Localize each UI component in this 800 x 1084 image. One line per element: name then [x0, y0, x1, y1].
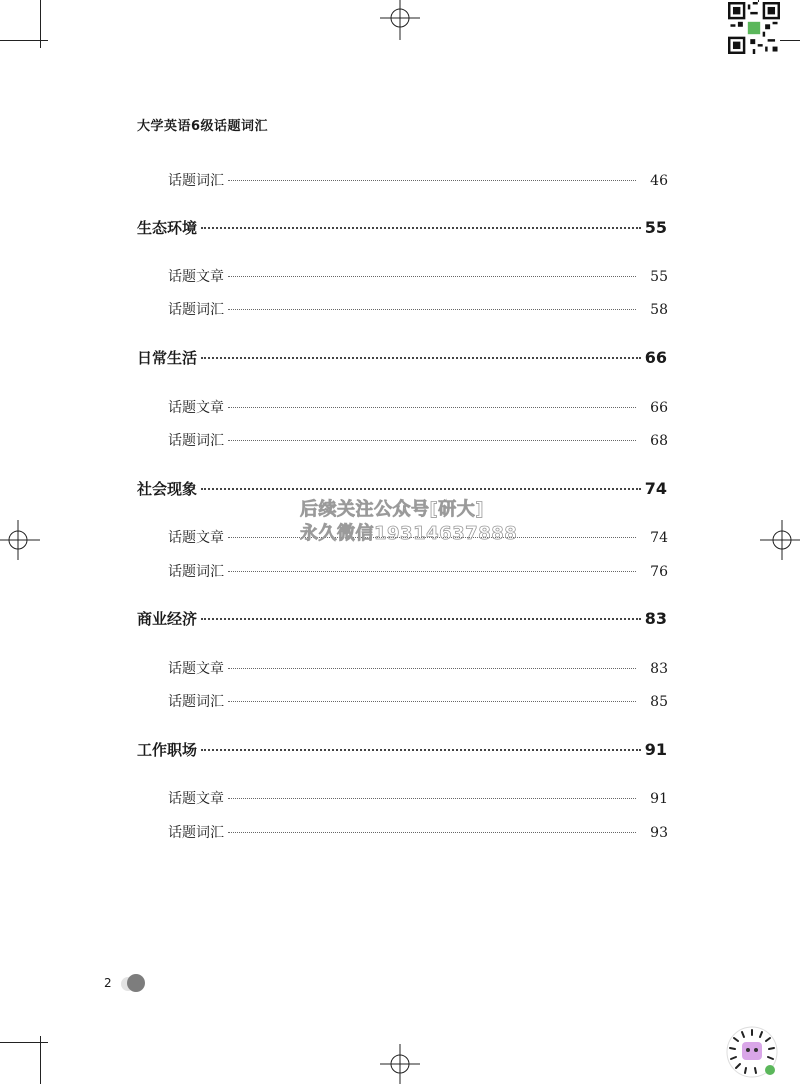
dot-leader [228, 798, 636, 799]
watermark-line: 后续关注公众号[研大] [300, 499, 484, 520]
toc-entry-title: 话题文章 [168, 661, 224, 677]
toc-section[interactable] [137, 608, 667, 629]
toc-entry-page: 93 [650, 825, 668, 841]
toc-entry-page: 55 [650, 269, 668, 285]
dot-leader [228, 668, 636, 669]
toc-section-title: 日常生活 [137, 349, 198, 367]
toc-section[interactable] [137, 739, 667, 760]
toc-entry[interactable] [168, 561, 668, 581]
book-title: 大学英语6级话题词汇 [137, 119, 269, 134]
crop-mark [40, 1036, 41, 1084]
dot-leader [201, 488, 641, 490]
dot-leader [228, 276, 636, 277]
dot-leader [201, 357, 641, 359]
toc-section[interactable] [137, 347, 667, 368]
toc-section-title: 社会现象 [137, 480, 198, 498]
dot-leader [228, 440, 636, 441]
toc-section-title: 工作职场 [137, 741, 198, 759]
dot-leader [201, 618, 641, 620]
registration-mark-icon [380, 0, 420, 40]
registration-mark-icon [380, 1044, 420, 1084]
toc-entry[interactable] [168, 170, 668, 190]
dot-leader [201, 227, 641, 229]
toc-entry-page: 66 [650, 400, 668, 416]
toc-section-page: 91 [644, 740, 667, 759]
qr-code-icon [728, 2, 780, 54]
toc-entry[interactable] [168, 299, 668, 319]
toc-entry[interactable] [168, 430, 668, 450]
toc-entry-title: 话题文章 [168, 530, 224, 546]
crop-mark [0, 1042, 48, 1043]
toc-entry-title: 话题文章 [168, 791, 224, 807]
toc-entry[interactable] [168, 658, 668, 678]
toc-entry-title: 话题文章 [168, 400, 224, 416]
toc-entry-title: 话题词汇 [168, 564, 224, 580]
toc-section-title: 商业经济 [137, 610, 198, 628]
toc-entry-title: 话题词汇 [168, 173, 224, 189]
toc-section[interactable] [137, 217, 667, 238]
toc-entry-page: 76 [650, 564, 668, 580]
toc-entry[interactable] [168, 397, 668, 417]
watermark [300, 498, 517, 546]
toc-entry-page: 46 [650, 173, 668, 189]
toc-entry-title: 话题词汇 [168, 694, 224, 710]
mini-program-code-icon [726, 1026, 778, 1078]
toc-section-page: 55 [644, 218, 667, 237]
registration-mark-icon [760, 520, 800, 560]
dot-leader [228, 407, 636, 408]
dot-leader [228, 571, 636, 572]
dot-leader [228, 832, 636, 833]
dot-leader [228, 701, 636, 702]
toc-section-page: 74 [644, 479, 667, 498]
dot-leader [228, 309, 636, 310]
page-number: 2 [104, 976, 112, 990]
dot-leader [201, 749, 641, 751]
page-dot-icon [120, 973, 146, 993]
toc-entry-title: 话题文章 [168, 269, 224, 285]
toc-section-page: 66 [644, 348, 667, 367]
toc-entry-page: 74 [650, 530, 668, 546]
toc-section-title: 生态环境 [137, 219, 198, 237]
crop-mark [0, 40, 48, 41]
toc-section[interactable] [137, 478, 667, 499]
toc-entry[interactable] [168, 788, 668, 808]
toc-entry-page: 83 [650, 661, 668, 677]
toc-entry-page: 68 [650, 433, 668, 449]
toc-entry-page: 85 [650, 694, 668, 710]
toc-section-page: 83 [644, 609, 667, 628]
toc-entry-title: 话题词汇 [168, 302, 224, 318]
toc-entry-title: 话题词汇 [168, 825, 224, 841]
toc-entry-page: 58 [650, 302, 668, 318]
registration-mark-icon [0, 520, 40, 560]
toc-entry[interactable] [168, 691, 668, 711]
toc-entry-page: 91 [650, 791, 668, 807]
toc-entry-title: 话题词汇 [168, 433, 224, 449]
toc-entry[interactable] [168, 266, 668, 286]
dot-leader [228, 180, 636, 181]
watermark-line: 永久微信19314637888 [300, 523, 518, 544]
toc-entry[interactable] [168, 822, 668, 842]
